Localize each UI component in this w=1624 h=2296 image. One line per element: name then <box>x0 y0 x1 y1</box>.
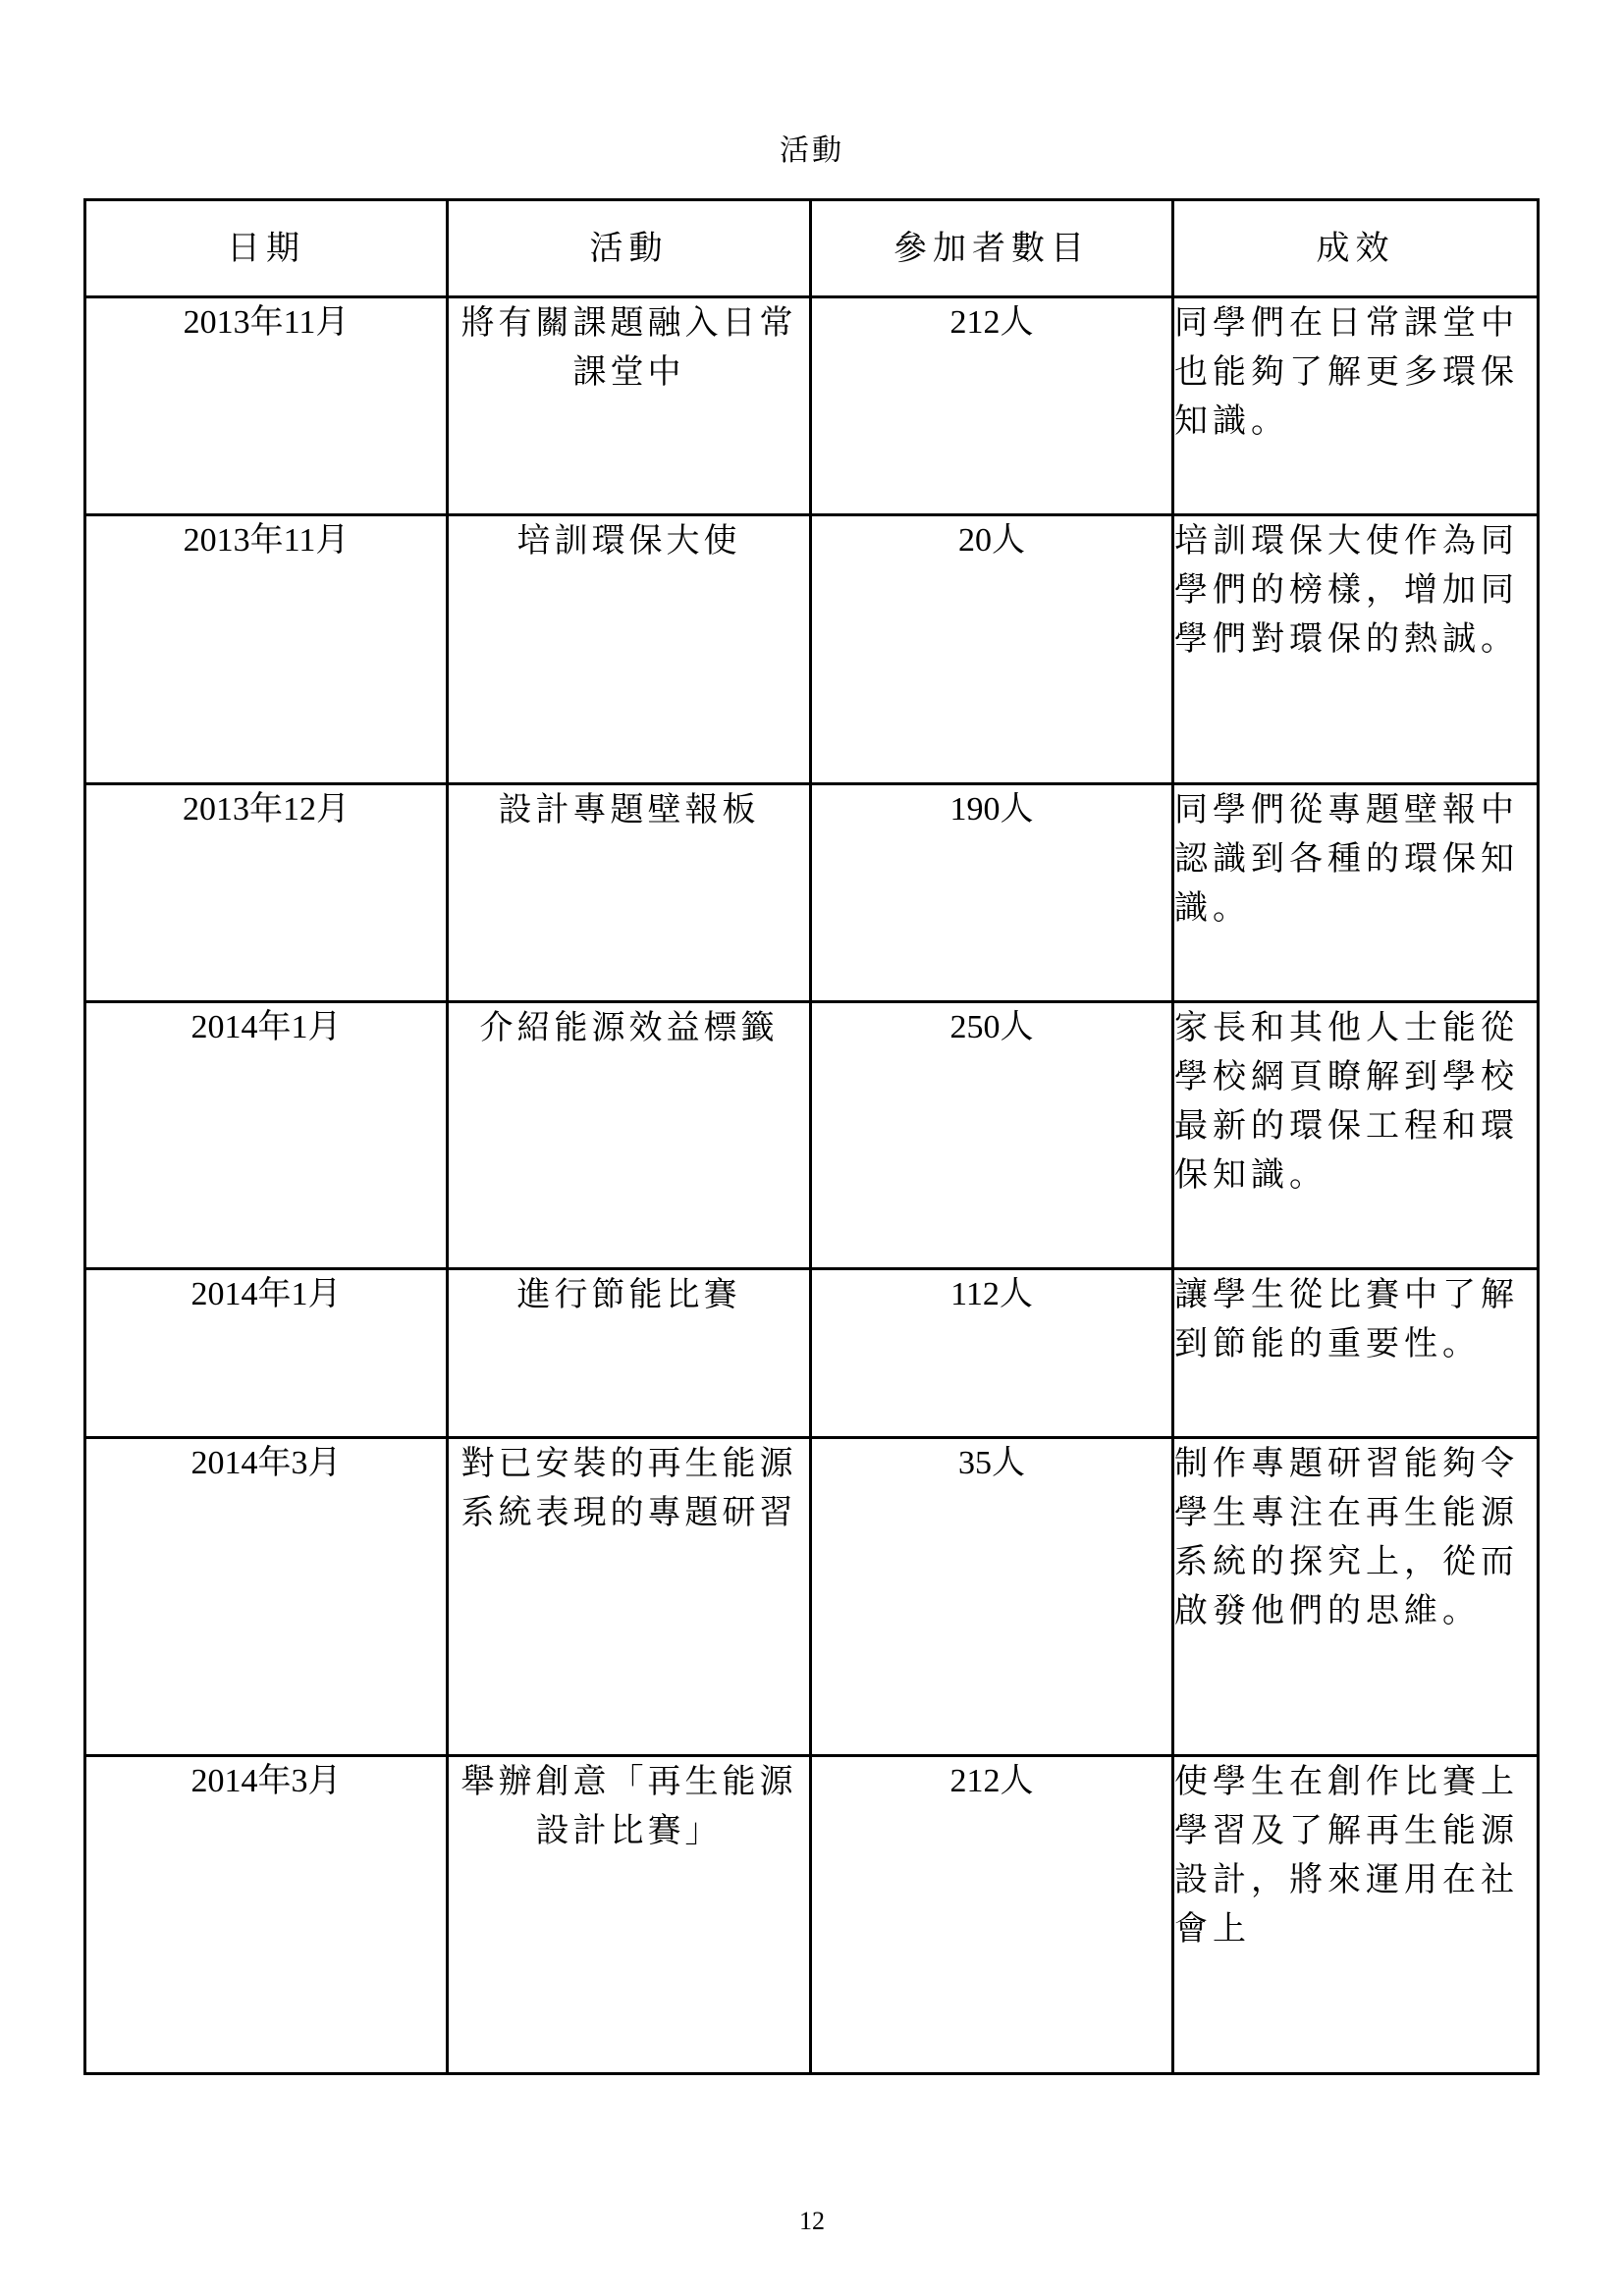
date-cell: 2014年1月 <box>85 1002 448 1269</box>
column-header-outcome: 成效 <box>1173 200 1539 297</box>
table-row <box>85 1756 1539 2074</box>
column-header-activity: 活動 <box>448 200 811 297</box>
outcome-cell: 培訓環保大使作為同學們的榜樣，增加同學們對環保的熱誠。 <box>1173 515 1539 784</box>
table-row <box>85 515 1539 784</box>
date-cell: 2014年3月 <box>85 1756 448 2074</box>
activity-cell: 介紹能源效益標籤 <box>448 1002 811 1269</box>
participants-cell: 250人 <box>811 1002 1173 1269</box>
column-header-participants: 參加者數目 <box>811 200 1173 297</box>
page-number: 12 <box>799 2207 825 2235</box>
participants-cell: 35人 <box>811 1438 1173 1756</box>
page-title: 活動 <box>780 133 844 168</box>
outcome-cell: 讓學生從比賽中了解到節能的重要性。 <box>1173 1269 1539 1438</box>
participants-cell: 212人 <box>811 297 1173 515</box>
activity-cell: 對已安裝的再生能源系統表現的專題研習 <box>448 1438 811 1756</box>
date-cell: 2013年11月 <box>85 515 448 784</box>
table-row <box>85 297 1539 515</box>
date-cell: 2013年11月 <box>85 297 448 515</box>
outcome-cell: 使學生在創作比賽上學習及了解再生能源設計，將來運用在社會上 <box>1173 1756 1539 2074</box>
participants-cell: 190人 <box>811 784 1173 1002</box>
participants-cell: 112人 <box>811 1269 1173 1438</box>
activity-cell: 培訓環保大使 <box>448 515 811 784</box>
activity-cell: 舉辦創意「再生能源設計比賽」 <box>448 1756 811 2074</box>
activity-cell: 設計專題壁報板 <box>448 784 811 1002</box>
participants-cell: 212人 <box>811 1756 1173 2074</box>
activity-cell: 將有關課題融入日常課堂中 <box>448 297 811 515</box>
table-header-row <box>85 200 1539 297</box>
table-row <box>85 1269 1539 1438</box>
table-row <box>85 784 1539 1002</box>
outcome-cell: 家長和其他人士能從學校網頁瞭解到學校最新的環保工程和環保知識。 <box>1173 1002 1539 1269</box>
table-row <box>85 1002 1539 1269</box>
outcome-cell: 制作專題研習能夠令學生專注在再生能源系統的探究上，從而啟發他們的思維。 <box>1173 1438 1539 1756</box>
participants-cell: 20人 <box>811 515 1173 784</box>
date-cell: 2014年3月 <box>85 1438 448 1756</box>
outcome-cell: 同學們在日常課堂中也能夠了解更多環保知識。 <box>1173 297 1539 515</box>
date-cell: 2013年12月 <box>85 784 448 1002</box>
activity-cell: 進行節能比賽 <box>448 1269 811 1438</box>
column-header-date: 日期 <box>85 200 448 297</box>
activities-table <box>83 198 1540 2075</box>
outcome-cell: 同學們從專題壁報中認識到各種的環保知識。 <box>1173 784 1539 1002</box>
table-row <box>85 1438 1539 1756</box>
date-cell: 2014年1月 <box>85 1269 448 1438</box>
